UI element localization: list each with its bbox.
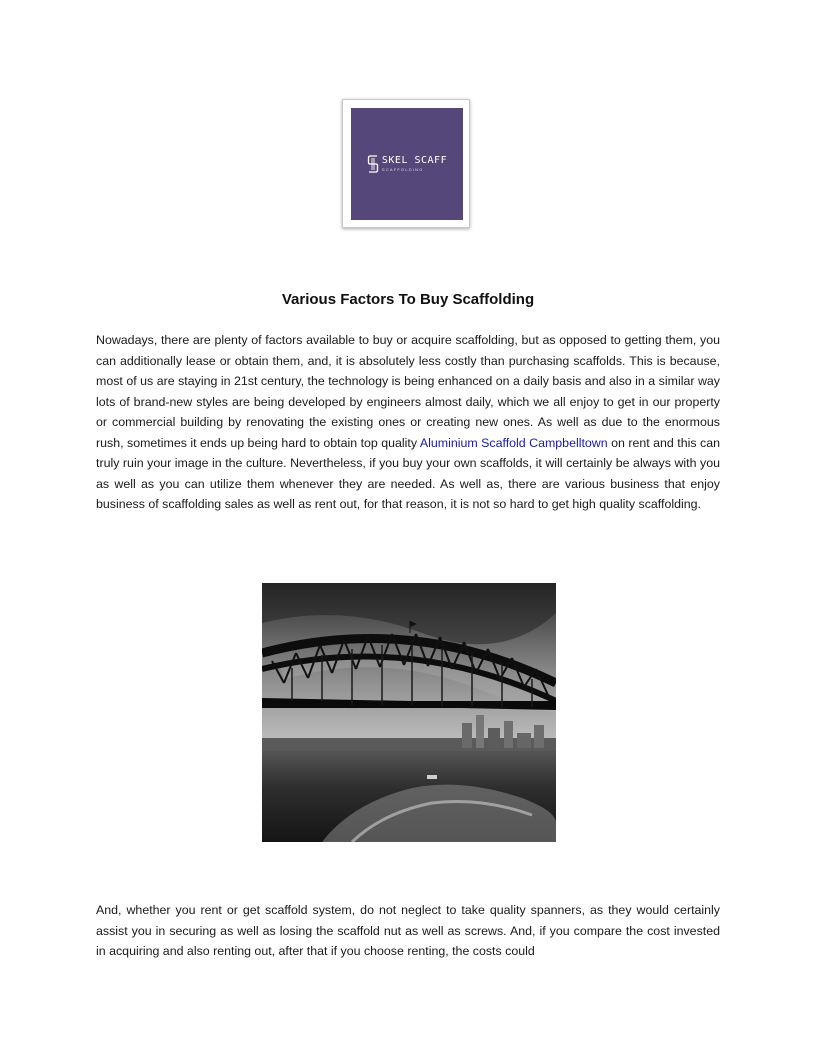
scaffold-s-icon xyxy=(367,154,379,174)
logo-brand-text: SKEL SCAFF xyxy=(381,155,448,166)
article-paragraph-2: And, whether you rent or get scaffold system, do not neglect to take quality spanners, as they would certainly assist you in securing as well as losing the scaffold nut as well as screws. And, if you compare the cost invested in acquiring and also renting out, after that if you choose renting, the costs could xyxy=(96,903,720,958)
aluminium-scaffold-link[interactable]: Aluminium Scaffold Campbelltown xyxy=(419,435,608,450)
bridge-photo xyxy=(262,583,556,842)
logo-mark xyxy=(367,154,447,174)
company-logo xyxy=(351,108,463,220)
paragraph-1-text-end: on rent and this can truly ruin your image in the culture. Nevertheless, if you buy your own scaffolds, it will certainly be always with you as well as you can utilize them whenever they are needed. As well as, there are various business that enjoy business of scaffolding sales as well as rent out, for that reason, it is not so hard to get high quality scaffolding. xyxy=(96,435,720,511)
paragraph-1-text-start: Nowadays, there are plenty of factors available to buy or acquire scaffolding, but as opposed to getting them, you can additionally lease or obtain them, and, it is absolutely less costly than purchasing scaffolds. This is because, most of us are staying in 21st century, the technology is being enhanced on a daily basis and also in a similar way lots of brand-new styles are being developed by engineers almost daily, which we all enjoy to get in our property or commercial building by renovating the existing ones or creating new ones. As well as due to the enormous rush, sometimes it ends up being hard to obtain top quality xyxy=(96,333,720,450)
article-title: Various Factors To Buy Scaffolding xyxy=(281,291,535,308)
harbour-bridge-image xyxy=(262,583,556,842)
article-paragraph-1 xyxy=(96,330,720,515)
logo-tagline: SCAFFOLDING xyxy=(381,167,424,172)
logo-frame xyxy=(342,99,470,228)
